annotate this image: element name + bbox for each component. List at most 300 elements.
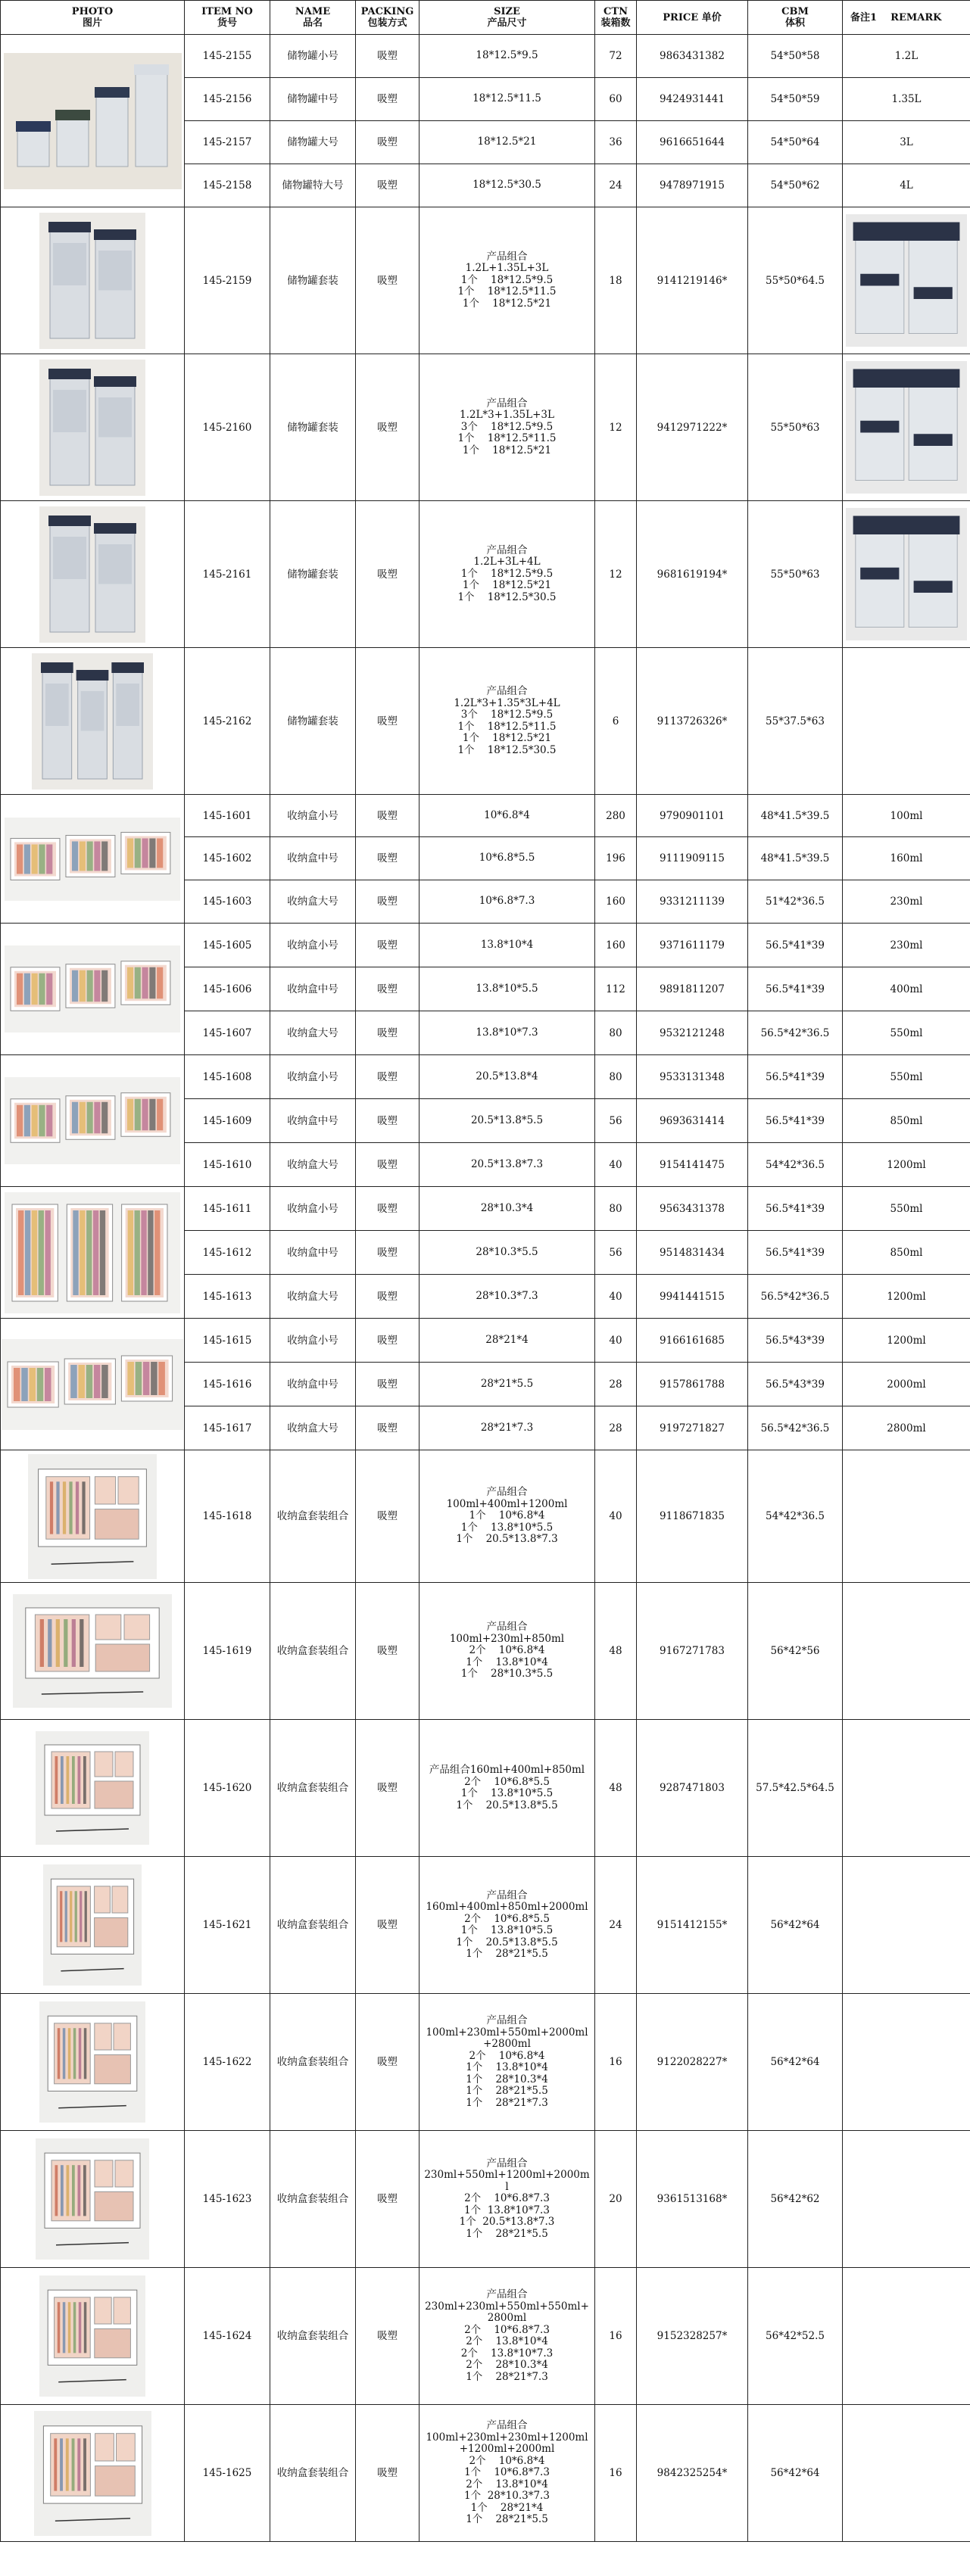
- product-photo-image: [5, 1192, 180, 1313]
- size-cell: 10*6.8*5.5: [420, 837, 595, 880]
- item-no-cell: 145-2159: [185, 207, 270, 354]
- cbm-cell: 55*50*63: [748, 501, 843, 648]
- remark-cell: 4L: [843, 164, 970, 207]
- packing-cell: 吸塑: [356, 1275, 420, 1319]
- product-photo: [1, 1187, 185, 1319]
- ctn-cell: 24: [595, 164, 637, 207]
- header-price: PRICE 单价: [637, 1, 748, 35]
- remark-cell: [843, 207, 970, 354]
- size-cell: 10*6.8*4: [420, 795, 595, 837]
- cbm-cell: 54*50*64: [748, 121, 843, 164]
- name-cell: 收纳盒大号: [270, 880, 356, 924]
- table-row: [1, 1720, 970, 1857]
- product-photo: [1, 354, 185, 501]
- cbm-cell: 55*50*64.5: [748, 207, 843, 354]
- size-cell: 28*21*5.5: [420, 1363, 595, 1406]
- remark-cell: [843, 2405, 970, 2542]
- price-cell: 9842325254*: [637, 2405, 748, 2542]
- remark-cell: [843, 1857, 970, 1994]
- size-cell: 产品组合 230ml+550ml+1200ml+2000m l 2个 10*6.8*7.3 1个 13.8*10*7.3 1个 20.5*13.8*7.3 1个 28*21*5.5: [420, 2131, 595, 2268]
- remark-cell: 1.35L: [843, 78, 970, 121]
- name-cell: 收纳盒大号: [270, 1275, 356, 1319]
- item-no-cell: 145-1609: [185, 1099, 270, 1143]
- product-photo-image: [5, 818, 180, 901]
- header-packing: PACKING 包装方式: [356, 1, 420, 35]
- product-photo: [1, 207, 185, 354]
- remark-cell: 2800ml: [843, 1406, 970, 1450]
- price-cell: 9941441515: [637, 1275, 748, 1319]
- ctn-cell: 56: [595, 1099, 637, 1143]
- name-cell: 收纳盒中号: [270, 1099, 356, 1143]
- ctn-cell: 196: [595, 837, 637, 880]
- ctn-cell: 48: [595, 1583, 637, 1720]
- cbm-cell: 56.5*41*39: [748, 1055, 843, 1099]
- product-photo-image: [36, 2138, 149, 2260]
- ctn-cell: 80: [595, 1055, 637, 1099]
- name-cell: 收纳盒小号: [270, 1055, 356, 1099]
- packing-cell: 吸塑: [356, 967, 420, 1011]
- remark-cell: 230ml: [843, 924, 970, 967]
- packing-cell: 吸塑: [356, 354, 420, 501]
- product-photo-image: [39, 506, 145, 643]
- remark-cell: [843, 1583, 970, 1720]
- item-no-cell: 145-2156: [185, 78, 270, 121]
- packing-cell: 吸塑: [356, 2268, 420, 2405]
- cbm-cell: 56.5*41*39: [748, 1187, 843, 1231]
- ctn-cell: 12: [595, 501, 637, 648]
- size-cell: 10*6.8*7.3: [420, 880, 595, 924]
- table-row: [1, 501, 970, 648]
- item-no-cell: 145-2162: [185, 648, 270, 795]
- packing-cell: 吸塑: [356, 648, 420, 795]
- cbm-cell: 55*50*63: [748, 354, 843, 501]
- item-no-cell: 145-1624: [185, 2268, 270, 2405]
- product-photo: [1, 1319, 185, 1450]
- name-cell: 收纳盒小号: [270, 924, 356, 967]
- packing-cell: 吸塑: [356, 501, 420, 648]
- name-cell: 储物罐大号: [270, 121, 356, 164]
- remark-cell: [843, 1450, 970, 1583]
- table-row: [1, 2405, 970, 2542]
- price-cell: 9118671835: [637, 1450, 748, 1583]
- size-cell: 13.8*10*7.3: [420, 1011, 595, 1055]
- ctn-cell: 40: [595, 1450, 637, 1583]
- item-no-cell: 145-1613: [185, 1275, 270, 1319]
- remark-cell: 160ml: [843, 837, 970, 880]
- cbm-cell: 56*42*64: [748, 1857, 843, 1994]
- price-cell: 9693631414: [637, 1099, 748, 1143]
- cbm-cell: 56.5*41*39: [748, 1231, 843, 1275]
- item-no-cell: 145-1619: [185, 1583, 270, 1720]
- remark-cell: 850ml: [843, 1231, 970, 1275]
- product-photo-image: [13, 1594, 172, 1708]
- size-cell: 20.5*13.8*7.3: [420, 1143, 595, 1187]
- packing-cell: 吸塑: [356, 1720, 420, 1857]
- remark-photo-image: [846, 508, 967, 640]
- table-row: [1, 648, 970, 795]
- remark-cell: 1200ml: [843, 1143, 970, 1187]
- product-photo-image: [39, 213, 145, 349]
- size-cell: 18*12.5*11.5: [420, 78, 595, 121]
- table-row: [1, 1055, 970, 1099]
- packing-cell: 吸塑: [356, 1857, 420, 1994]
- cbm-cell: 56.5*43*39: [748, 1363, 843, 1406]
- size-cell: 产品组合 160ml+400ml+850ml+2000ml 2个 10*6.8*5.5 1个 13.8*10*5.5 1个 20.5*13.8*5.5 1个 28*21*5.5: [420, 1857, 595, 1994]
- ctn-cell: 28: [595, 1406, 637, 1450]
- price-cell: 9361513168*: [637, 2131, 748, 2268]
- cbm-cell: 56.5*42*36.5: [748, 1275, 843, 1319]
- product-photo-image: [39, 360, 145, 496]
- ctn-cell: 80: [595, 1011, 637, 1055]
- item-no-cell: 145-1612: [185, 1231, 270, 1275]
- table-row: [1, 1857, 970, 1994]
- table-row: [1, 1450, 970, 1583]
- product-photo-image: [28, 1454, 157, 1579]
- cbm-cell: 56.5*41*39: [748, 967, 843, 1011]
- ctn-cell: 16: [595, 2268, 637, 2405]
- table-row: [1, 1994, 970, 2131]
- name-cell: 收纳盒套装组合: [270, 1994, 356, 2131]
- table-row: [1, 795, 970, 837]
- price-cell: 9371611179: [637, 924, 748, 967]
- cbm-cell: 54*42*36.5: [748, 1143, 843, 1187]
- name-cell: 储物罐中号: [270, 78, 356, 121]
- price-cell: 9122028227*: [637, 1994, 748, 2131]
- remark-cell: [843, 1994, 970, 2131]
- item-no-cell: 145-1625: [185, 2405, 270, 2542]
- product-photo: [1, 501, 185, 648]
- ctn-cell: 48: [595, 1720, 637, 1857]
- packing-cell: 吸塑: [356, 1319, 420, 1363]
- cbm-cell: 56*42*64: [748, 2405, 843, 2542]
- name-cell: 储物罐套装: [270, 207, 356, 354]
- name-cell: 收纳盒小号: [270, 1319, 356, 1363]
- item-no-cell: 145-1610: [185, 1143, 270, 1187]
- table-row: [1, 207, 970, 354]
- ctn-cell: 16: [595, 2405, 637, 2542]
- packing-cell: 吸塑: [356, 1231, 420, 1275]
- remark-cell: 3L: [843, 121, 970, 164]
- item-no-cell: 145-2160: [185, 354, 270, 501]
- packing-cell: 吸塑: [356, 164, 420, 207]
- name-cell: 收纳盒套装组合: [270, 1720, 356, 1857]
- remark-cell: 1200ml: [843, 1319, 970, 1363]
- name-cell: 收纳盒大号: [270, 1143, 356, 1187]
- product-photo: [1, 1994, 185, 2131]
- name-cell: 收纳盒小号: [270, 1187, 356, 1231]
- price-cell: 9197271827: [637, 1406, 748, 1450]
- size-cell: 28*21*7.3: [420, 1406, 595, 1450]
- remark-cell: [843, 1720, 970, 1857]
- remark-cell: [843, 354, 970, 501]
- price-cell: 9151412155*: [637, 1857, 748, 1994]
- ctn-cell: 40: [595, 1319, 637, 1363]
- name-cell: 收纳盒套装组合: [270, 1583, 356, 1720]
- packing-cell: 吸塑: [356, 121, 420, 164]
- product-photo: [1, 1055, 185, 1187]
- remark-cell: 550ml: [843, 1011, 970, 1055]
- packing-cell: 吸塑: [356, 924, 420, 967]
- ctn-cell: 80: [595, 1187, 637, 1231]
- name-cell: 收纳盒小号: [270, 795, 356, 837]
- table-row: [1, 354, 970, 501]
- name-cell: 收纳盒中号: [270, 967, 356, 1011]
- remark-cell: 1200ml: [843, 1275, 970, 1319]
- ctn-cell: 40: [595, 1143, 637, 1187]
- table-row: [1, 1319, 970, 1363]
- packing-cell: 吸塑: [356, 1994, 420, 2131]
- product-photo-image: [39, 2001, 145, 2123]
- cbm-cell: 48*41.5*39.5: [748, 795, 843, 837]
- packing-cell: 吸塑: [356, 1011, 420, 1055]
- ctn-cell: 72: [595, 35, 637, 78]
- remark-photo-image: [846, 361, 967, 494]
- price-cell: 9681619194*: [637, 501, 748, 648]
- name-cell: 储物罐套装: [270, 501, 356, 648]
- cbm-cell: 56*42*52.5: [748, 2268, 843, 2405]
- item-no-cell: 145-1617: [185, 1406, 270, 1450]
- packing-cell: 吸塑: [356, 207, 420, 354]
- name-cell: 收纳盒大号: [270, 1011, 356, 1055]
- price-cell: 9616651644: [637, 121, 748, 164]
- packing-cell: 吸塑: [356, 1099, 420, 1143]
- product-photo-image: [5, 945, 180, 1033]
- ctn-cell: 20: [595, 2131, 637, 2268]
- ctn-cell: 280: [595, 795, 637, 837]
- product-photo: [1, 1720, 185, 1857]
- remark-cell: 550ml: [843, 1187, 970, 1231]
- price-cell: 9514831434: [637, 1231, 748, 1275]
- size-cell: 20.5*13.8*4: [420, 1055, 595, 1099]
- size-cell: 产品组合 230ml+230ml+550ml+550ml+ 2800ml 2个 10*6.8*7.3 2个 13.8*10*4 2个 13.8*10*7.3 2个 28*10.3*4 1个 28*21*7.3: [420, 2268, 595, 2405]
- item-no-cell: 145-1622: [185, 1994, 270, 2131]
- header-row: [1, 1, 970, 35]
- name-cell: 收纳盒套装组合: [270, 1450, 356, 1583]
- price-cell: 9111909115: [637, 837, 748, 880]
- price-cell: 9157861788: [637, 1363, 748, 1406]
- name-cell: 储物罐套装: [270, 354, 356, 501]
- remark-cell: 100ml: [843, 795, 970, 837]
- packing-cell: 吸塑: [356, 78, 420, 121]
- packing-cell: 吸塑: [356, 1143, 420, 1187]
- ctn-cell: 28: [595, 1363, 637, 1406]
- name-cell: 储物罐特大号: [270, 164, 356, 207]
- cbm-cell: 54*50*62: [748, 164, 843, 207]
- remark-photo-image: [846, 214, 967, 347]
- remark-cell: [843, 648, 970, 795]
- price-cell: 9563431378: [637, 1187, 748, 1231]
- product-photo: [1, 648, 185, 795]
- price-cell: 9478971915: [637, 164, 748, 207]
- size-cell: 18*12.5*21: [420, 121, 595, 164]
- size-cell: 产品组合 100ml+230ml+230ml+1200ml +1200ml+2000ml 2个 10*6.8*4 1个 10*6.8*7.3 2个 13.8*10*4 1个 28*10.3*7.3 1个 28*21*4 1个 28*21*5.5: [420, 2405, 595, 2542]
- size-cell: 产品组合 1.2L+1.35L+3L 1个 18*12.5*9.5 1个 18*12.5*11.5 1个 18*12.5*21: [420, 207, 595, 354]
- size-cell: 18*12.5*30.5: [420, 164, 595, 207]
- table-row: [1, 2131, 970, 2268]
- product-photo: [1, 924, 185, 1055]
- size-cell: 产品组合160ml+400ml+850ml 2个 10*6.8*5.5 1个 13.8*10*5.5 1个 20.5*13.8*5.5: [420, 1720, 595, 1857]
- product-photo: [1, 1857, 185, 1994]
- item-no-cell: 145-1621: [185, 1857, 270, 1994]
- item-no-cell: 145-1616: [185, 1363, 270, 1406]
- header-cbm: CBM 体积: [748, 1, 843, 35]
- remark-cell: [843, 501, 970, 648]
- remark-cell: 230ml: [843, 880, 970, 924]
- cbm-cell: 48*41.5*39.5: [748, 837, 843, 880]
- product-photo: [1, 1450, 185, 1583]
- packing-cell: 吸塑: [356, 1406, 420, 1450]
- ctn-cell: 160: [595, 924, 637, 967]
- item-no-cell: 145-1618: [185, 1450, 270, 1583]
- packing-cell: 吸塑: [356, 837, 420, 880]
- ctn-cell: 24: [595, 1857, 637, 1994]
- item-no-cell: 145-1601: [185, 795, 270, 837]
- name-cell: 收纳盒大号: [270, 1406, 356, 1450]
- cbm-cell: 56.5*42*36.5: [748, 1406, 843, 1450]
- packing-cell: 吸塑: [356, 1187, 420, 1231]
- item-no-cell: 145-1608: [185, 1055, 270, 1099]
- item-no-cell: 145-1620: [185, 1720, 270, 1857]
- product-photo: [1, 2268, 185, 2405]
- cbm-cell: 56.5*43*39: [748, 1319, 843, 1363]
- cbm-cell: 55*37.5*63: [748, 648, 843, 795]
- cbm-cell: 56*42*56: [748, 1583, 843, 1720]
- header-remark: 备注1 REMARK: [843, 1, 970, 35]
- item-no-cell: 145-1611: [185, 1187, 270, 1231]
- price-cell: 9141219146*: [637, 207, 748, 354]
- cbm-cell: 54*50*59: [748, 78, 843, 121]
- product-photo-image: [32, 653, 153, 790]
- packing-cell: 吸塑: [356, 795, 420, 837]
- name-cell: 储物罐小号: [270, 35, 356, 78]
- ctn-cell: 12: [595, 354, 637, 501]
- cbm-cell: 56*42*64: [748, 1994, 843, 2131]
- price-cell: 9287471803: [637, 1720, 748, 1857]
- size-cell: 28*10.3*5.5: [420, 1231, 595, 1275]
- remark-cell: 550ml: [843, 1055, 970, 1099]
- ctn-cell: 56: [595, 1231, 637, 1275]
- cbm-cell: 56.5*41*39: [748, 924, 843, 967]
- name-cell: 收纳盒中号: [270, 1363, 356, 1406]
- cbm-cell: 54*42*36.5: [748, 1450, 843, 1583]
- table-row: [1, 924, 970, 967]
- packing-cell: 吸塑: [356, 1583, 420, 1720]
- product-photo: [1, 2131, 185, 2268]
- price-cell: 9424931441: [637, 78, 748, 121]
- item-no-cell: 145-1623: [185, 2131, 270, 2268]
- remark-cell: 850ml: [843, 1099, 970, 1143]
- product-photo-image: [4, 53, 182, 189]
- price-cell: 9412971222*: [637, 354, 748, 501]
- price-cell: 9154141475: [637, 1143, 748, 1187]
- item-no-cell: 145-2158: [185, 164, 270, 207]
- product-photo-image: [2, 1339, 183, 1430]
- size-cell: 20.5*13.8*5.5: [420, 1099, 595, 1143]
- name-cell: 收纳盒套装组合: [270, 1857, 356, 1994]
- size-cell: 28*10.3*7.3: [420, 1275, 595, 1319]
- price-cell: 9790901101: [637, 795, 748, 837]
- header-item-no: ITEM NO 货号: [185, 1, 270, 35]
- price-cell: 9533131348: [637, 1055, 748, 1099]
- name-cell: 收纳盒中号: [270, 837, 356, 880]
- product-photo-image: [5, 1077, 180, 1164]
- ctn-cell: 18: [595, 207, 637, 354]
- size-cell: 28*21*4: [420, 1319, 595, 1363]
- size-cell: 产品组合 100ml+400ml+1200ml 1个 10*6.8*4 1个 13.8*10*5.5 1个 20.5*13.8*7.3: [420, 1450, 595, 1583]
- cbm-cell: 56.5*42*36.5: [748, 1011, 843, 1055]
- ctn-cell: 36: [595, 121, 637, 164]
- header-photo: PHOTO 图片: [1, 1, 185, 35]
- packing-cell: 吸塑: [356, 1363, 420, 1406]
- table-row: [1, 2268, 970, 2405]
- item-no-cell: 145-1603: [185, 880, 270, 924]
- product-photo: [1, 1583, 185, 1720]
- product-photo-image: [39, 2275, 145, 2397]
- header-size: SIZE 产品尺寸: [420, 1, 595, 35]
- price-cell: 9863431382: [637, 35, 748, 78]
- item-no-cell: 145-1602: [185, 837, 270, 880]
- item-no-cell: 145-1605: [185, 924, 270, 967]
- remark-cell: 400ml: [843, 967, 970, 1011]
- price-cell: 9166161685: [637, 1319, 748, 1363]
- ctn-cell: 6: [595, 648, 637, 795]
- name-cell: 收纳盒套装组合: [270, 2268, 356, 2405]
- item-no-cell: 145-2161: [185, 501, 270, 648]
- price-cell: 9331211139: [637, 880, 748, 924]
- packing-cell: 吸塑: [356, 1055, 420, 1099]
- item-no-cell: 145-1607: [185, 1011, 270, 1055]
- size-cell: 产品组合 100ml+230ml+850ml 2个 10*6.8*4 1个 13.8*10*4 1个 28*10.3*5.5: [420, 1583, 595, 1720]
- item-no-cell: 145-1615: [185, 1319, 270, 1363]
- name-cell: 收纳盒中号: [270, 1231, 356, 1275]
- header-name: NAME 品名: [270, 1, 356, 35]
- table-row: [1, 1187, 970, 1231]
- table-row: [1, 35, 970, 78]
- product-photo-image: [34, 2411, 151, 2536]
- size-cell: 产品组合 1.2L+3L+4L 1个 18*12.5*9.5 1个 18*12.5*21 1个 18*12.5*30.5: [420, 501, 595, 648]
- size-cell: 13.8*10*4: [420, 924, 595, 967]
- cbm-cell: 51*42*36.5: [748, 880, 843, 924]
- size-cell: 产品组合 1.2L*3+1.35L+3L 3个 18*12.5*9.5 1个 18*12.5*11.5 1个 18*12.5*21: [420, 354, 595, 501]
- product-photo-image: [36, 1731, 149, 1845]
- item-no-cell: 145-2157: [185, 121, 270, 164]
- price-cell: 9152328257*: [637, 2268, 748, 2405]
- price-cell: 9532121248: [637, 1011, 748, 1055]
- ctn-cell: 60: [595, 78, 637, 121]
- header-ctn: CTN 装箱数: [595, 1, 637, 35]
- packing-cell: 吸塑: [356, 2131, 420, 2268]
- price-cell: 9891811207: [637, 967, 748, 1011]
- product-photo: [1, 795, 185, 924]
- cbm-cell: 57.5*42.5*64.5: [748, 1720, 843, 1857]
- remark-cell: [843, 2268, 970, 2405]
- item-no-cell: 145-1606: [185, 967, 270, 1011]
- cbm-cell: 56*42*62: [748, 2131, 843, 2268]
- remark-cell: 2000ml: [843, 1363, 970, 1406]
- product-photo-image: [43, 1864, 142, 1986]
- remark-cell: 1.2L: [843, 35, 970, 78]
- name-cell: 收纳盒套装组合: [270, 2131, 356, 2268]
- packing-cell: 吸塑: [356, 880, 420, 924]
- size-cell: 产品组合 1.2L*3+1.35*3L+4L 3个 18*12.5*9.5 1个 18*12.5*11.5 1个 18*12.5*21 1个 18*12.5*30.5: [420, 648, 595, 795]
- size-cell: 13.8*10*5.5: [420, 967, 595, 1011]
- ctn-cell: 160: [595, 880, 637, 924]
- size-cell: 产品组合 100ml+230ml+550ml+2000ml +2800ml 2个 10*6.8*4 1个 13.8*10*4 1个 28*10.3*4 1个 28*21*5.5 1个 28*21*7.3: [420, 1994, 595, 2131]
- ctn-cell: 112: [595, 967, 637, 1011]
- size-cell: 28*10.3*4: [420, 1187, 595, 1231]
- item-no-cell: 145-2155: [185, 35, 270, 78]
- packing-cell: 吸塑: [356, 35, 420, 78]
